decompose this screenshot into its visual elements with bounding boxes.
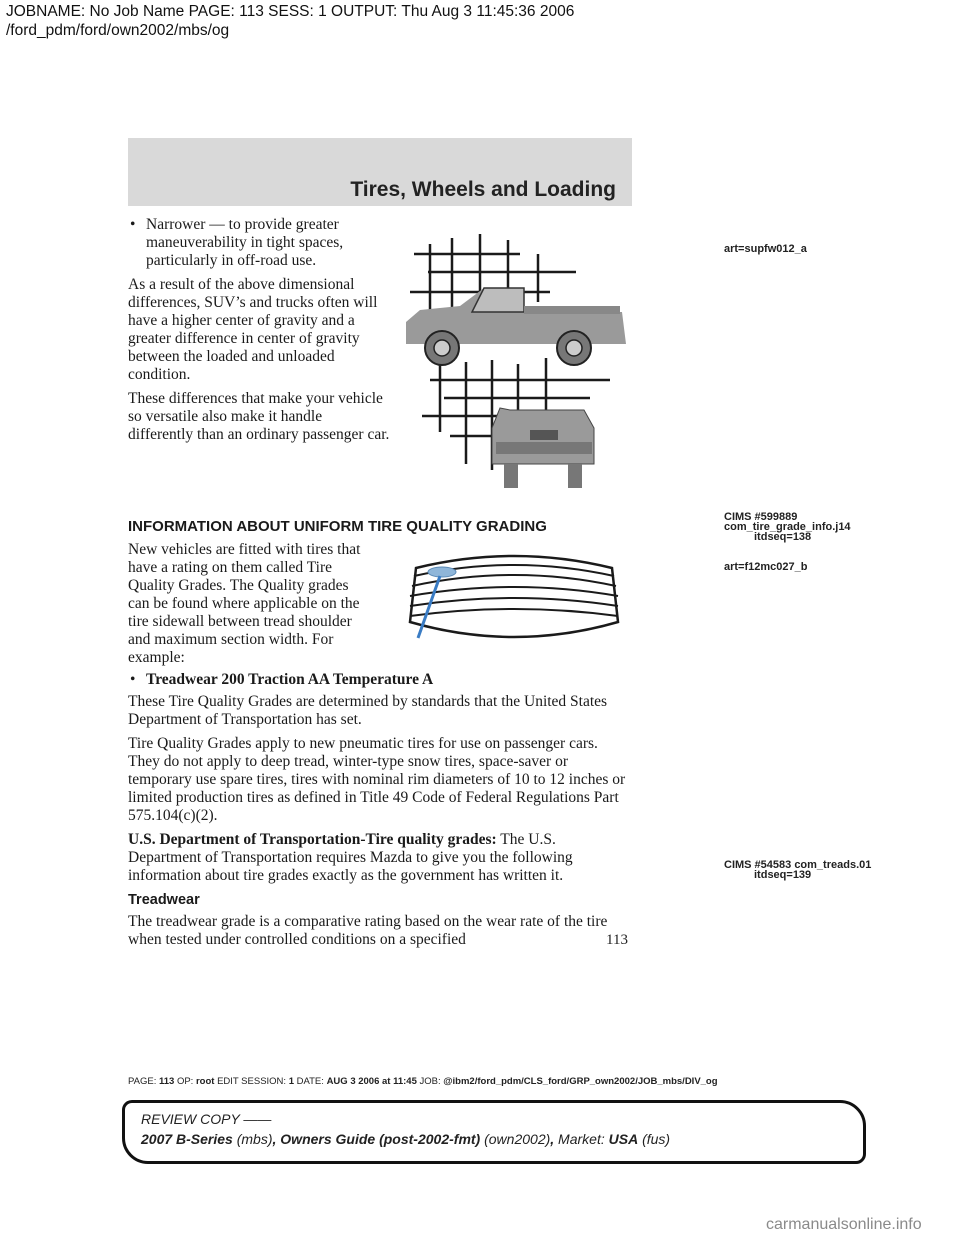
job-header — [6, 2, 574, 40]
paragraph: Tire Quality Grades apply to new pneumatic tires for use on passenger cars. They do not apply to deep tread, winter-type snow tires, space-saver or temporary use spare tires, tires with nominal rim diameters of 10 to 12 inches or limited production tires as defined in Title 49 Code of Federal Regulations Part 575.104(c)(2). — [128, 735, 626, 824]
review-market-label: Market: — [558, 1131, 605, 1147]
review-guide: Owners Guide (post-2002-fmt) — [280, 1131, 481, 1147]
footer-op-label: OP: — [176, 1076, 194, 1087]
footer-op-value: root — [195, 1076, 215, 1087]
cims-label-2-line1: CIMS #54583 com_treads.01 — [724, 859, 872, 871]
cims-label-2 — [724, 860, 871, 880]
bullet-dot: • — [130, 216, 136, 233]
section-banner — [128, 138, 632, 206]
main-text — [128, 671, 628, 955]
paragraph: These Tire Quality Grades are determined by standards that the United States Department of Transportation has set. — [128, 693, 608, 728]
cims-label-1-line2: com_tire_grade_info.j14 — [724, 521, 851, 533]
footer-job-label: JOB: — [419, 1076, 441, 1087]
truck-diagram-svg — [400, 232, 632, 492]
paragraph-bold-lead: U.S. Department of Transportation-Tire quality grades: — [128, 831, 497, 848]
example-bullet-text: Treadwear 200 Traction AA Temperature A — [146, 671, 434, 688]
paragraph: New vehicles are fitted with tires that have a rating on them called Tire Quality Grades. The Quality grades can be found where applicable on the tire sidewall between tread shoulder and maximum section width. For example: — [128, 541, 361, 666]
banner-title: Tires, Wheels and Loading — [350, 178, 616, 201]
job-header-line2: /ford_pdm/ford/own2002/mbs/og — [6, 22, 230, 39]
review-copy-box — [122, 1100, 866, 1164]
cims-label-2-line2: itdseq=139 — [754, 869, 812, 881]
job-header-line1: JOBNAME: No Job Name PAGE: 113 SESS: 1 OUTPUT: Thu Aug 3 11:45:36 2006 — [6, 3, 575, 20]
paragraph: These differences that make your vehicle so versatile also make it handle differently than an ordinary passenger car. — [128, 390, 390, 443]
truck-illustration — [400, 232, 632, 492]
paragraph — [128, 831, 628, 885]
tire-intro — [128, 541, 373, 673]
footer-edit-value: 1 — [288, 1076, 294, 1087]
footer-date-value: AUG 3 2006 at 11:45 — [326, 1076, 417, 1087]
page-number: 113 — [606, 932, 628, 948]
footer-edit-label: EDIT SESSION: — [217, 1076, 287, 1087]
bullet-item — [128, 216, 390, 270]
paragraph: The treadwear grade is a comparative rating based on the wear rate of the tire when tested under controlled conditions on a specified — [128, 913, 608, 948]
tire-diagram-svg — [396, 548, 632, 648]
section-title: INFORMATION ABOUT UNIFORM TIRE QUALITY GRADING — [128, 518, 547, 535]
footer-page-label: PAGE: — [128, 1076, 157, 1087]
intro-column — [128, 216, 390, 450]
review-model: 2007 B-Series — [141, 1131, 233, 1147]
tire-illustration — [396, 548, 632, 648]
subheading-treadwear: Treadwear — [128, 892, 200, 908]
cims-label-1-line3: itdseq=138 — [754, 531, 812, 543]
cims-label-1-line1: CIMS #599889 — [724, 511, 798, 523]
review-line2: 2007 B-Series (mbs), Owners Guide (post-2002-fmt) (own2002), Market: USA (fus) — [141, 1131, 671, 1147]
bullet-text: Narrower — to provide greater maneuverability in tight spaces, particularly in off-road use. — [146, 216, 344, 269]
review-market: USA — [608, 1131, 639, 1147]
footer-date-label: DATE: — [296, 1076, 324, 1087]
watermark: carmanualsonline.info — [766, 1216, 922, 1233]
review-line1: REVIEW COPY —— — [141, 1111, 272, 1127]
footer-page-value: 113 — [158, 1076, 175, 1087]
paragraph: As a result of the above dimensional differences, SUV’s and trucks often will have a higher center of gravity and a greater difference in center of gravity between the loaded and unloaded condition. — [128, 276, 378, 383]
footer-info — [128, 1076, 718, 1087]
review-model-code: (mbs) — [236, 1131, 273, 1147]
bullet-dot: • — [130, 671, 136, 688]
review-market-code: (fus) — [642, 1131, 671, 1147]
cims-label-1 — [724, 512, 851, 542]
paragraph-rest: The U.S. Department of Transportation requires Mazda to give you the following information about tire grades exactly as the government has written it. — [128, 831, 573, 884]
example-bullet — [128, 671, 628, 689]
art-label-2: art=f12mc027_b — [724, 561, 808, 573]
art-label-1: art=supfw012_a — [724, 243, 807, 255]
review-guide-code: (own2002) — [484, 1131, 551, 1147]
footer-job-value: @ibm2/ford_pdm/CLS_ford/GRP_own2002/JOB_mbs/DIV_og — [443, 1076, 718, 1087]
